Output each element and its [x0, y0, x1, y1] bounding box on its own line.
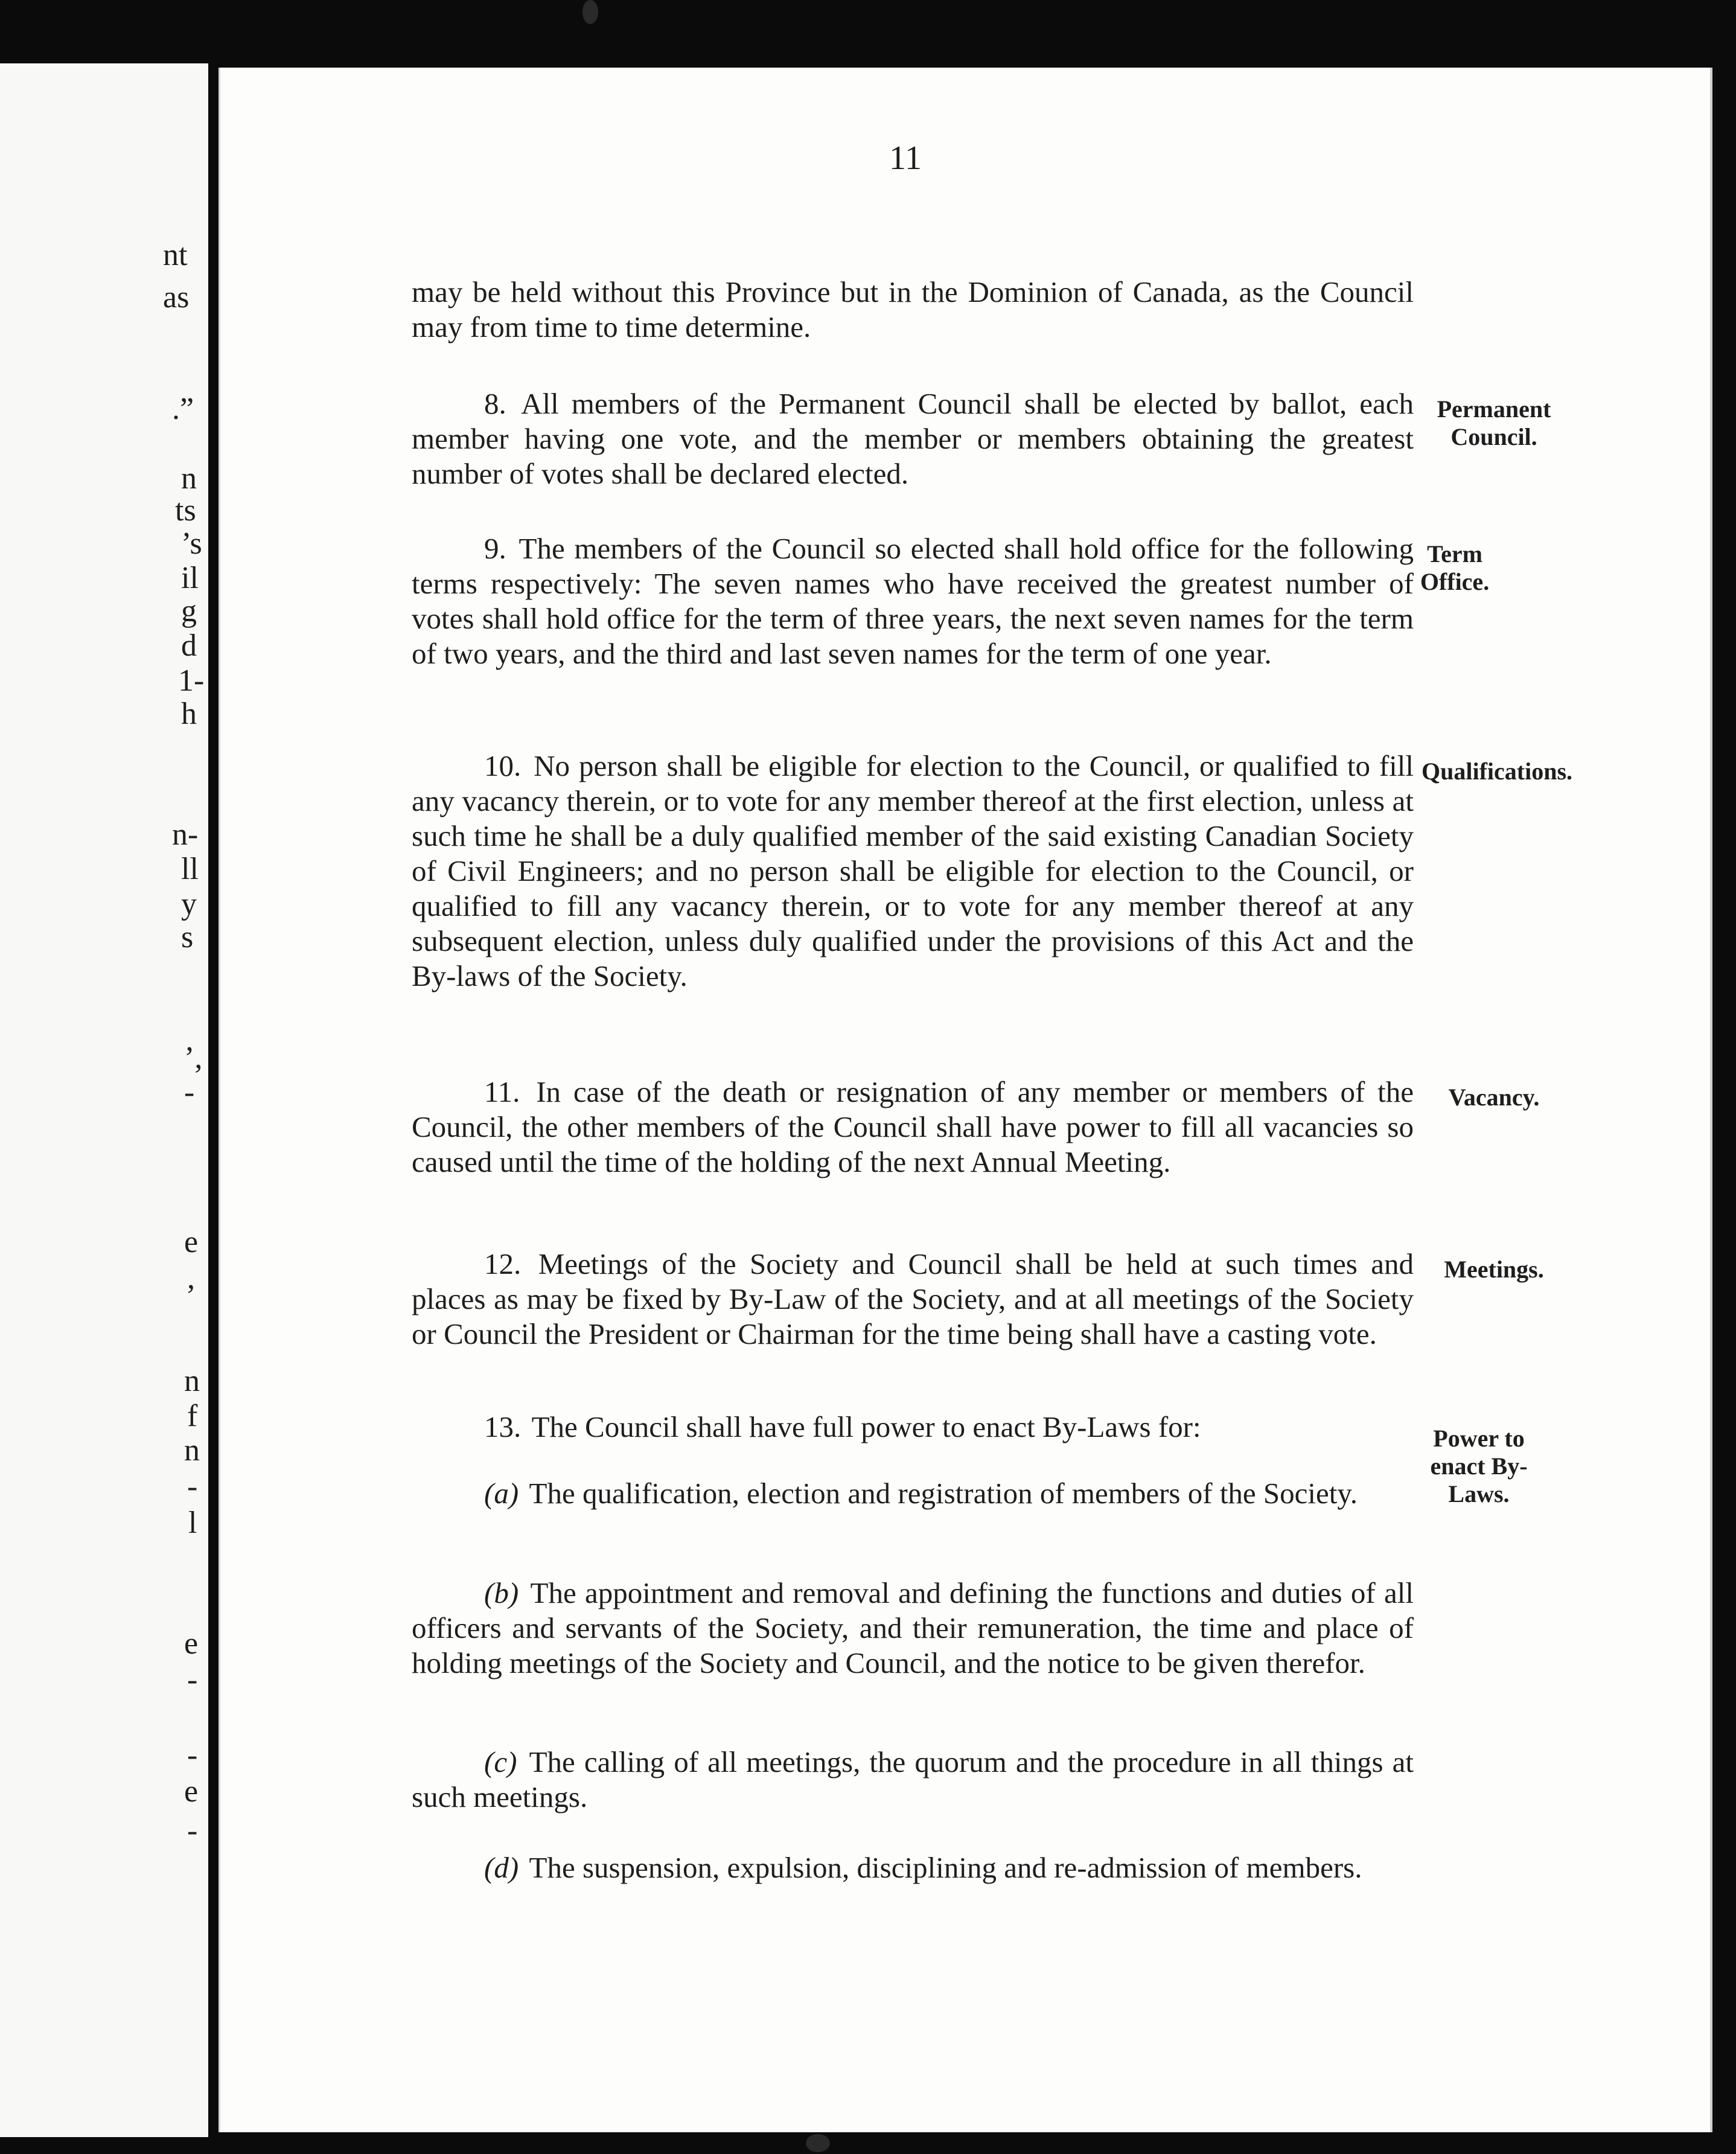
- paragraph-text: may be held without this Province but in the Dominion of Canada, as the Council may from time to time determine.: [412, 275, 1414, 344]
- paragraph-text: All members of the Permanent Council shall be elected by ballot, each member having one vote, and the member or members obtaining the greatest number of votes shall be declared elected.: [412, 387, 1414, 490]
- left-fragment: e: [184, 1626, 199, 1661]
- paragraph-number: 12.: [484, 1247, 522, 1280]
- left-fragment: -: [187, 1469, 198, 1504]
- left-fragment: y: [181, 887, 197, 921]
- left-fragment: -: [187, 1663, 198, 1697]
- paragraph-number: 9.: [484, 532, 506, 565]
- paragraph-11: [412, 1075, 1414, 1180]
- left-fragment: h: [181, 697, 197, 731]
- clause-c: [412, 1745, 1414, 1815]
- left-fragment: ’s: [181, 526, 202, 561]
- clause-a: [412, 1476, 1414, 1511]
- left-fragment: g: [181, 594, 197, 628]
- left-fragment: 1-: [178, 663, 205, 698]
- left-fragment: n-: [172, 817, 199, 852]
- left-fragment: n: [181, 461, 197, 496]
- paragraph-8: [412, 386, 1414, 491]
- paragraph-text: No person shall be eligible for election to the Council, or qualified to fill any vacancy therein, or to vote for any member thereof at the first election, unless at such time he shall be a duly qualified member of the said existing Canadian Society of Civil Engineers; and no person shall be eligible for election to the Council, or qualified to fill any vacancy therein, or to vote for any member thereof at any subsequent election, unless duly qualified under the provisions of this Act and the By-laws of the Society.: [412, 749, 1414, 992]
- left-page-fragment: [0, 63, 208, 2137]
- paragraph-text: Meetings of the Society and Council shall be held at such times and places as may be fixed by By-Law of the Society, and at all meetings of the Society or Council the President or Chairman for the time being shall have a casting vote.: [412, 1247, 1414, 1350]
- left-fragment: -: [187, 1814, 198, 1848]
- margin-note-vacancy: Vacancy.: [1448, 1084, 1540, 1111]
- left-fragment: e: [184, 1774, 199, 1809]
- paragraph-9: [412, 531, 1414, 671]
- left-fragment: s: [181, 920, 194, 954]
- left-fragment: as: [163, 280, 190, 315]
- margin-note-meetings: Meetings.: [1444, 1256, 1544, 1283]
- left-fragment: ’,: [184, 1041, 203, 1075]
- left-fragment: .”: [172, 392, 194, 426]
- scan-speck: [582, 0, 598, 24]
- clause-text: The appointment and removal and defining the functions and duties of all officers and servants of the Society, and their remuneration, the time and place of holding meetings of the Society and Council, and the notice to be given therefor.: [412, 1576, 1414, 1679]
- paragraph-text: In case of the death or resignation of any member or members of the Council, the other members of the Council shall have power to fill all vacancies so caused until the time of the holding of the next Annual Meeting.: [412, 1075, 1414, 1178]
- paragraph-number: 11.: [484, 1075, 520, 1108]
- paragraph-12: [412, 1247, 1414, 1352]
- left-fragment: il: [181, 561, 199, 595]
- left-fragment: n: [184, 1364, 200, 1398]
- left-fragment: ts: [175, 493, 196, 528]
- left-fragment: f: [187, 1399, 198, 1433]
- clause-text: The calling of all meetings, the quorum and the procedure in all things at such meetings.: [412, 1745, 1414, 1814]
- paragraph-number: 13.: [484, 1410, 522, 1443]
- left-fragment: ,: [187, 1261, 195, 1296]
- margin-note-power-to-enact: Power to enact By-Laws.: [1430, 1425, 1528, 1507]
- margin-note-qualifications: Qualifications.: [1422, 758, 1573, 785]
- paragraph-text: The members of the Council so elected shall hold office for the following terms respectively: The seven names who have received the greatest number of votes shall hold office for the term of three years, the next seven names for the term of two years, and the third and last seven names for the term of one year.: [412, 532, 1414, 670]
- margin-note-term-office: Term Office.: [1420, 540, 1490, 595]
- paragraph-10: [412, 749, 1414, 994]
- scan-speck: [806, 2134, 830, 2152]
- left-fragment: -: [184, 1075, 195, 1110]
- left-fragment: ll: [181, 852, 199, 886]
- clause-letter: (c): [484, 1745, 517, 1778]
- clause-text: The qualification, election and registration of members of the Society.: [529, 1477, 1358, 1510]
- paragraph-number: 8.: [484, 387, 506, 420]
- clause-text: The suspension, expulsion, disciplining and re-admission of members.: [529, 1851, 1362, 1884]
- paragraph-text: The Council shall have full power to enact By-Laws for:: [531, 1410, 1201, 1443]
- clause-letter: (b): [484, 1576, 519, 1609]
- paragraph-number: 10.: [484, 749, 522, 782]
- clause-letter: (d): [484, 1851, 519, 1884]
- clause-d: [412, 1850, 1414, 1885]
- left-fragment: nt: [163, 238, 188, 272]
- page-number: 11: [889, 139, 922, 177]
- left-fragment: l: [188, 1506, 197, 1540]
- clause-letter: (a): [484, 1477, 519, 1510]
- margin-note-permanent-council: Permanent Council.: [1437, 395, 1551, 450]
- clause-b: [412, 1576, 1414, 1681]
- paragraph-continuation: [412, 275, 1414, 345]
- left-fragment: e: [184, 1225, 199, 1259]
- paragraph-13: [412, 1410, 1414, 1445]
- left-fragment: d: [181, 628, 197, 663]
- left-fragment: -: [187, 1738, 198, 1772]
- left-fragment: n: [184, 1433, 200, 1468]
